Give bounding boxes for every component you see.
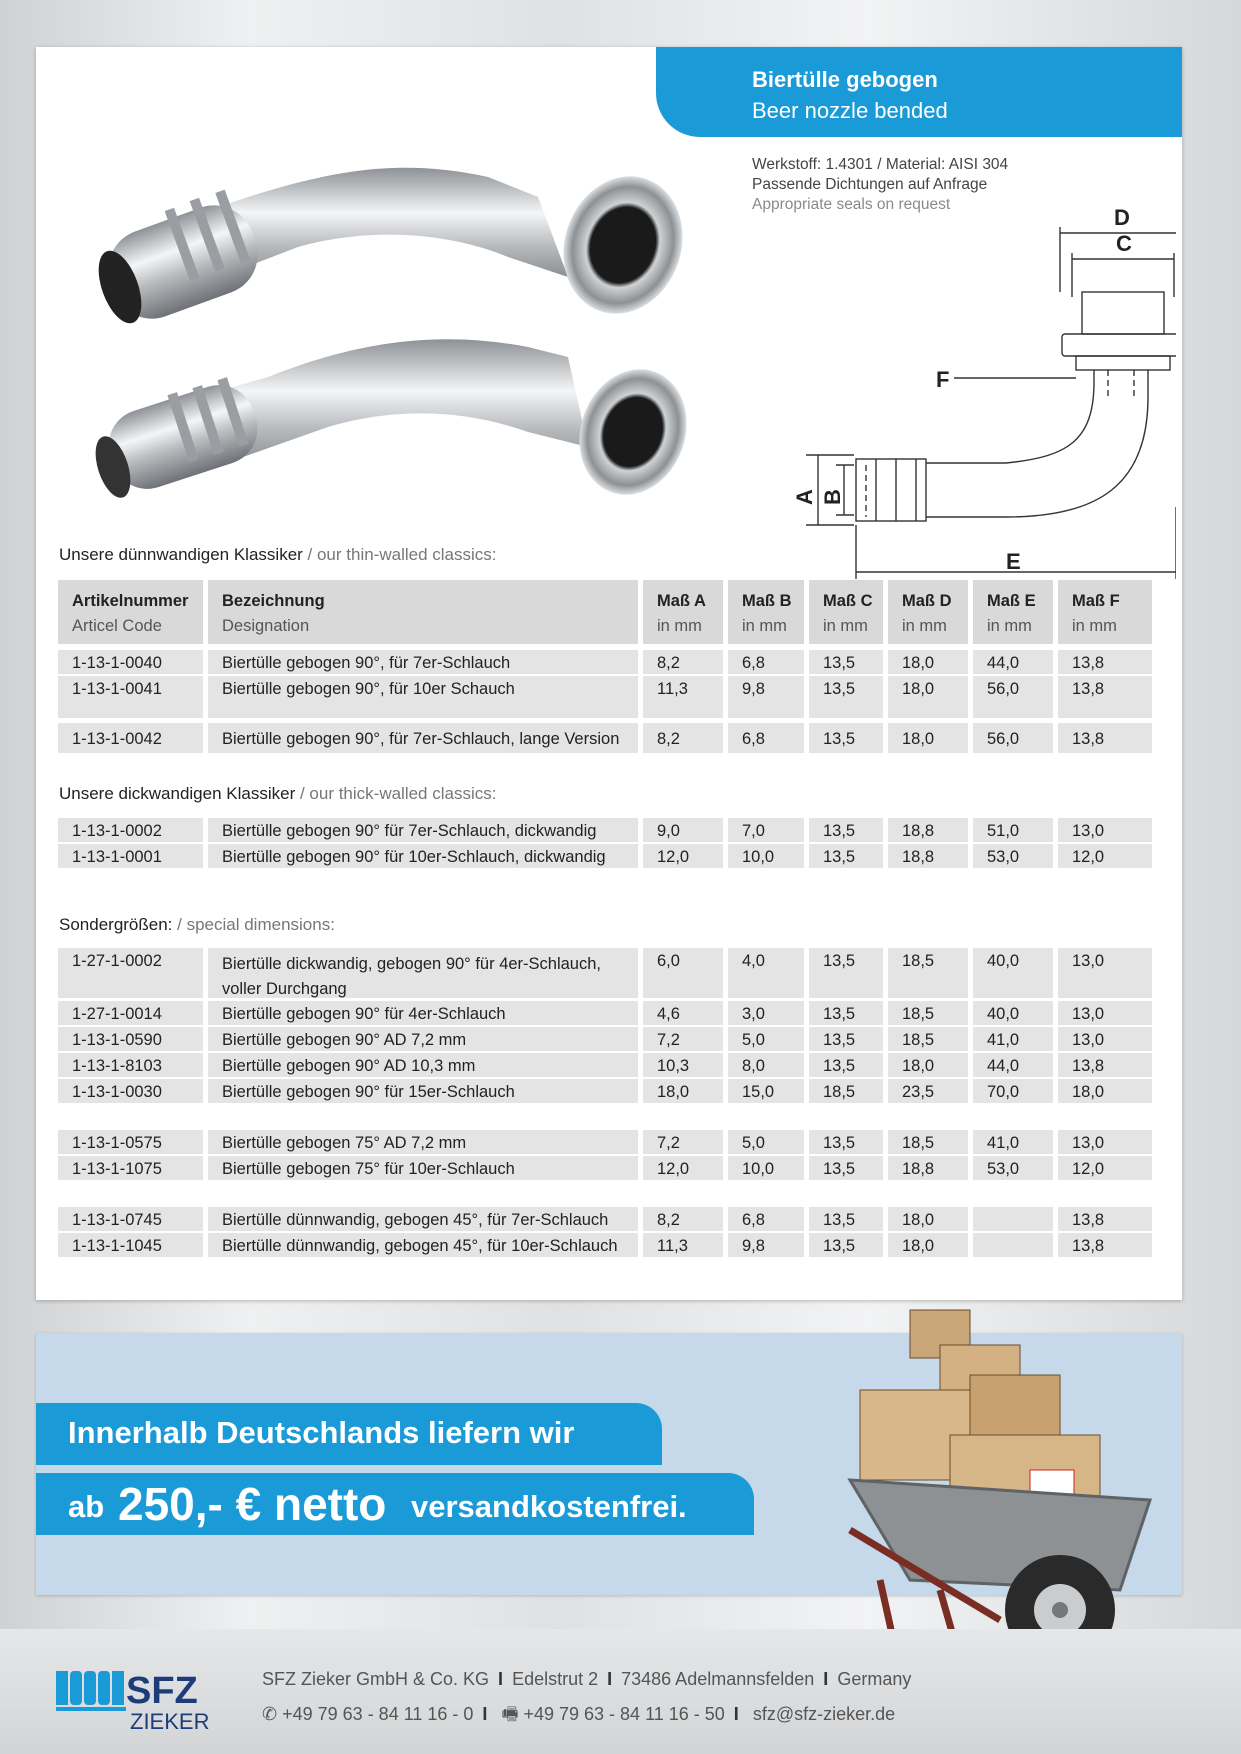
dim-d: 18,5 (902, 1134, 935, 1152)
dim-a: 7,2 (657, 1031, 680, 1049)
separator: I (498, 1669, 504, 1689)
dim-d: 18,0 (902, 1057, 935, 1075)
header-sublabel: in mm (902, 617, 947, 635)
dim-f: 13,8 (1072, 680, 1105, 698)
dim-d: 18,8 (902, 1160, 935, 1178)
dim-e: 56,0 (987, 680, 1020, 698)
designation: Biertülle gebogen 90° AD 10,3 mm (222, 1057, 476, 1075)
header-sublabel: in mm (657, 617, 702, 635)
fax-number[interactable]: +49 79 63 - 84 11 16 - 50 (523, 1704, 725, 1724)
table-row (58, 1079, 1152, 1103)
section-thin (59, 545, 497, 565)
header-label: Maß B (742, 592, 792, 610)
designation: Biertülle gebogen 90°, für 10er Schauch (222, 680, 515, 698)
table-row (58, 1027, 1152, 1051)
section-special-en: / special dimensions: (172, 915, 335, 934)
designation: Biertülle gebogen 75° für 10er-Schlauch (222, 1160, 515, 1178)
table-row (58, 650, 1152, 674)
dim-c: 13,5 (823, 680, 856, 698)
dim-e: 53,0 (987, 848, 1020, 866)
dim-e: 56,0 (987, 730, 1020, 748)
dim-b: 6,8 (742, 1211, 765, 1229)
header-sublabel: in mm (742, 617, 787, 635)
dim-c: 13,5 (823, 1211, 856, 1229)
phone-number[interactable]: +49 79 63 - 84 11 16 - 0 (282, 1704, 474, 1724)
promo-ab: ab (68, 1489, 105, 1524)
designation: Biertülle gebogen 90° AD 7,2 mm (222, 1031, 467, 1049)
designation: Biertülle dickwandig, gebogen 90° für 4er-Schlauch, voller Durchgang (222, 955, 601, 998)
designation (222, 730, 619, 749)
dim-a: 6,0 (657, 952, 680, 970)
dim-b: 10,0 (742, 1160, 775, 1178)
article-code: 1-13-1-0590 (72, 1031, 162, 1049)
dim-e: 40,0 (987, 1005, 1020, 1023)
dim-c: 18,5 (823, 1083, 856, 1101)
dim-d: 18,5 (902, 952, 935, 970)
dim-e: 40,0 (987, 952, 1020, 970)
designation-main: Biertülle gebogen 90°, für 7er-Schlauc (222, 730, 502, 748)
dim-b: 3,0 (742, 1005, 765, 1023)
dim-b: 6,8 (742, 730, 765, 748)
dim-c: 13,5 (823, 1031, 856, 1049)
dim-c: 13,5 (823, 1057, 856, 1075)
dim-e: 44,0 (987, 654, 1020, 672)
dim-c: 13,5 (823, 1005, 856, 1023)
header-cell (1058, 580, 1152, 644)
dim-d: 18,0 (902, 730, 935, 748)
table-row (58, 818, 1152, 842)
table-row (58, 1233, 1152, 1257)
header-cell (809, 580, 883, 644)
table-row (58, 676, 1152, 718)
dim-label-f: F (936, 367, 950, 392)
separator: I (733, 1704, 739, 1724)
dim-label-c: C (1116, 231, 1132, 256)
dim-a: 4,6 (657, 1005, 680, 1023)
dim-d: 18,0 (902, 680, 935, 698)
dim-b: 8,0 (742, 1057, 765, 1075)
designation: Biertülle gebogen 90° für 15er-Schlauch (222, 1083, 515, 1101)
dim-e: 51,0 (987, 822, 1020, 840)
section-thin-de: Unsere dünnwandigen Klassiker (59, 545, 303, 564)
dim-a: 10,3 (657, 1057, 690, 1075)
section-thick-de: Unsere dickwandigen Klassiker (59, 784, 296, 803)
article-code: 1-13-1-0575 (72, 1134, 162, 1152)
designation: Biertülle gebogen 75° AD 7,2 mm (222, 1134, 467, 1152)
dim-c: 13,5 (823, 1134, 856, 1152)
dim-f: 13,8 (1072, 1057, 1105, 1075)
product-photo (68, 47, 708, 507)
dim-d: 18,5 (902, 1005, 935, 1023)
footer (0, 1629, 1241, 1754)
section-special (59, 915, 335, 935)
dim-label-d: D (1114, 205, 1130, 230)
section-special-de: Sondergrößen: (59, 915, 173, 934)
dim-f: 13,0 (1072, 822, 1105, 840)
article-code: 1-13-1-0030 (72, 1083, 162, 1101)
dim-c: 13,5 (823, 1160, 856, 1178)
table-header (58, 580, 1152, 644)
product-card (36, 47, 1182, 1300)
header-cell (643, 580, 723, 644)
dim-f: 13,0 (1072, 1134, 1105, 1152)
table-row (58, 1053, 1152, 1077)
article-code: 1-13-1-1045 (72, 1237, 162, 1255)
table-row (58, 723, 1152, 753)
article-code: 1-13-1-0041 (72, 680, 162, 698)
header-label: Artikelnummer (72, 592, 189, 610)
city: 73486 Adelmannsfelden (621, 1669, 815, 1689)
dim-e: 41,0 (987, 1134, 1020, 1152)
table-row (58, 948, 1152, 998)
title-banner (656, 47, 1182, 137)
dim-f: 13,8 (1072, 1237, 1105, 1255)
dim-b: 4,0 (742, 952, 765, 970)
designation-note: h, lange Version (501, 730, 620, 748)
technical-drawing (736, 167, 1176, 587)
dim-b: 9,8 (742, 1237, 765, 1255)
phone-icon: ✆ (262, 1704, 278, 1724)
dim-f: 13,8 (1072, 730, 1105, 748)
dim-f: 13,0 (1072, 1031, 1105, 1049)
section-thick-en: / our thick-walled classics: (295, 784, 497, 803)
street: Edelstrut 2 (512, 1669, 599, 1689)
header-cell (58, 580, 203, 644)
dim-b: 10,0 (742, 848, 775, 866)
dim-c: 13,5 (823, 952, 856, 970)
header-sublabel: in mm (823, 617, 868, 635)
dim-d: 18,0 (902, 1237, 935, 1255)
dim-f: 13,0 (1072, 952, 1105, 970)
table-row (58, 1207, 1152, 1231)
dim-d: 18,0 (902, 654, 935, 672)
header-cell (888, 580, 968, 644)
footer-contact (262, 1702, 895, 1732)
sfz-logo (56, 1665, 216, 1731)
header-label: Maß D (902, 592, 952, 610)
header-cell (728, 580, 804, 644)
header-cell (973, 580, 1053, 644)
article-code: 1-27-1-0002 (72, 952, 162, 970)
promo-line-1 (36, 1403, 662, 1465)
separator: I (607, 1669, 613, 1689)
designation: Biertülle gebogen 90° für 7er-Schlauch, dickwandig (222, 822, 597, 840)
dim-a: 8,2 (657, 654, 680, 672)
article-code: 1-13-1-8103 (72, 1057, 162, 1075)
country: Germany (837, 1669, 912, 1689)
separator: I (482, 1704, 488, 1724)
dim-f: 18,0 (1072, 1083, 1105, 1101)
dim-d: 18,5 (902, 1031, 935, 1049)
dim-a: 9,0 (657, 822, 680, 840)
footer-address (262, 1669, 911, 1690)
dim-b: 9,8 (742, 680, 765, 698)
designation: Biertülle gebogen 90°, für 7er-Schlauch (222, 654, 511, 672)
table-row (58, 1130, 1152, 1154)
table-row (58, 844, 1152, 868)
header-sublabel: in mm (1072, 617, 1117, 635)
logo-zieker: ZIEKER (130, 1709, 210, 1731)
dim-a: 8,2 (657, 1211, 680, 1229)
dim-d: 18,8 (902, 848, 935, 866)
dim-f: 13,0 (1072, 1005, 1105, 1023)
table-row (58, 1001, 1152, 1025)
dim-f: 12,0 (1072, 848, 1105, 866)
dim-d: 18,0 (902, 1211, 935, 1229)
section-thin-en: / our thin-walled classics: (302, 545, 497, 564)
dim-f: 12,0 (1072, 1160, 1105, 1178)
title-de: Biertülle gebogen (752, 67, 938, 92)
seals-line-en: Appropriate seals on request (752, 196, 951, 213)
promo-text: Innerhalb Deutschlands liefern wir (68, 1415, 575, 1450)
header-label: Maß A (657, 592, 706, 610)
dim-e: 41,0 (987, 1031, 1020, 1049)
dim-d: 23,5 (902, 1083, 935, 1101)
dim-e: 70,0 (987, 1083, 1020, 1101)
article-code: 1-27-1-0014 (72, 1005, 162, 1023)
header-sublabel: Articel Code (72, 617, 162, 635)
dim-label-b: B (820, 489, 845, 505)
header-label: Bezeichnung (222, 592, 325, 610)
dim-a: 11,3 (657, 1237, 688, 1255)
dim-e: 53,0 (987, 1160, 1020, 1178)
article-code: 1-13-1-1075 (72, 1160, 162, 1178)
header-label: Maß E (987, 592, 1036, 610)
dim-c: 13,5 (823, 654, 856, 672)
dim-a: 12,0 (657, 848, 690, 866)
header-label: Maß F (1072, 592, 1120, 610)
dim-d: 18,8 (902, 822, 935, 840)
logo-sfz: SFZ (126, 1670, 198, 1712)
article-code: 1-13-1-0042 (72, 730, 162, 748)
email-link[interactable]: sfz@sfz-zieker.de (752, 1704, 896, 1724)
dim-label-e: E (1006, 549, 1021, 574)
fax-icon: 🖷 (501, 1704, 519, 1724)
dim-label-a: A (792, 489, 817, 505)
dim-f: 13,8 (1072, 1211, 1105, 1229)
dim-e: 44,0 (987, 1057, 1020, 1075)
article-code: 1-13-1-0745 (72, 1211, 162, 1229)
separator: I (823, 1669, 829, 1689)
dim-b: 15,0 (742, 1083, 775, 1101)
material-line: Werkstoff: 1.4301 / Material: AISI 304 (752, 156, 1009, 173)
dim-a: 11,3 (657, 680, 688, 698)
dim-b: 5,0 (742, 1134, 765, 1152)
article-code: 1-13-1-0002 (72, 822, 162, 840)
dim-b: 6,8 (742, 654, 765, 672)
dim-f: 13,8 (1072, 654, 1105, 672)
company-name: SFZ Zieker GmbH & Co. KG (262, 1669, 490, 1689)
dim-b: 5,0 (742, 1031, 765, 1049)
dim-c: 13,5 (823, 822, 856, 840)
dim-b: 7,0 (742, 822, 765, 840)
header-label: Maß C (823, 592, 873, 610)
dim-c: 13,5 (823, 848, 856, 866)
promo-price: 250,- € netto (118, 1478, 387, 1530)
dim-c: 13,5 (823, 730, 856, 748)
promo-free-shipping: versandkostenfrei. (411, 1489, 687, 1524)
article-code: 1-13-1-0001 (72, 848, 162, 866)
seals-line-de: Passende Dichtungen auf Anfrage (752, 176, 988, 193)
section-thick (59, 784, 496, 804)
dim-a: 18,0 (657, 1083, 690, 1101)
promo-line-2 (36, 1473, 754, 1535)
dim-a: 8,2 (657, 730, 680, 748)
designation: Biertülle gebogen 90° für 10er-Schlauch, dickwandig (222, 848, 606, 866)
title-en: Beer nozzle bended (752, 98, 948, 123)
designation: Biertülle gebogen 90° für 4er-Schlauch (222, 1005, 506, 1023)
header-sublabel: Designation (222, 617, 310, 635)
table-row (58, 1156, 1152, 1180)
header-sublabel: in mm (987, 617, 1032, 635)
designation: Biertülle dünnwandig, gebogen 45°, für 10er-Schlauch (222, 1237, 618, 1255)
dim-c: 13,5 (823, 1237, 856, 1255)
header-cell (208, 580, 638, 644)
dim-a: 12,0 (657, 1160, 690, 1178)
wheelbarrow-image (820, 1290, 1200, 1670)
designation: Biertülle dünnwandig, gebogen 45°, für 7er-Schlauch (222, 1211, 609, 1229)
dim-a: 7,2 (657, 1134, 680, 1152)
article-code: 1-13-1-0040 (72, 654, 162, 672)
